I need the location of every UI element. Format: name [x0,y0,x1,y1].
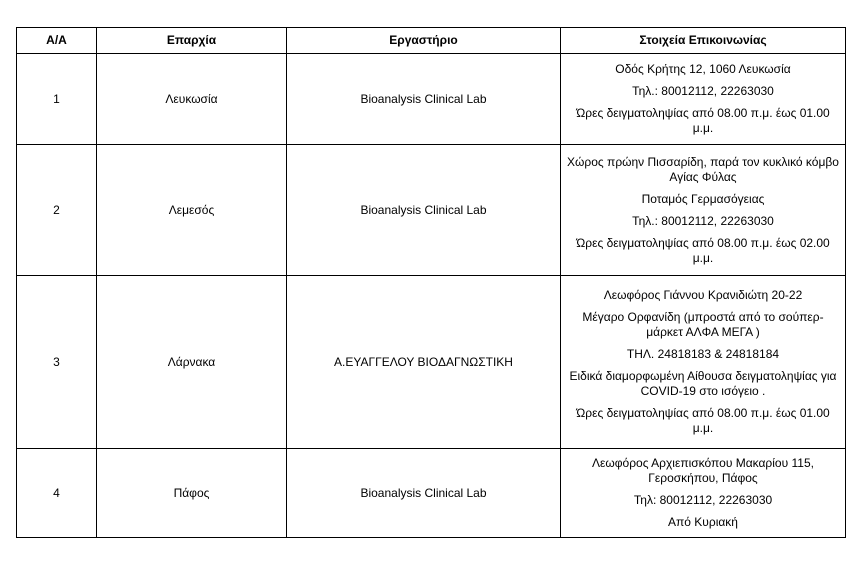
row-contact [561,449,846,538]
contact-line: Λεωφόρος Γιάννου Κρανιδιώτη 20-22 [603,288,803,302]
row-number: 1 [17,54,97,145]
table-row [17,145,846,276]
header-number: Α/Α [17,28,97,54]
row-number: 3 [17,276,97,449]
row-district: Λεμεσός [97,145,287,276]
header-district: Επαρχία [97,28,287,54]
row-contact [561,145,846,276]
table-row [17,54,846,145]
contact-line: Ώρες δειγματοληψίας από 08.00 π.μ. έως 02.00 μ.μ. [576,235,830,265]
contact-line: Τηλ: 80012112, 22263030 [633,493,773,507]
table-header [17,28,846,54]
contact-line: Λεωφόρος Αρχιεπισκόπου Μακαρίου 115, Γεροσκήπου, Πάφος [592,456,814,485]
row-number: 2 [17,145,97,276]
row-district: Λευκωσία [97,54,287,145]
contact-line: Οδός Κρήτης 12, 1060 Λευκωσία [615,62,791,76]
contact-line: Ειδικά διαμορφωμένη Αίθουσα δειγματοληψίας για COVID-19 στο ισόγειο . [569,369,837,398]
table-row [17,449,846,538]
row-number: 4 [17,449,97,538]
contact-line: Ώρες δειγματοληψίας από 08.00 π.μ. έως 01.00 μ.μ. [576,406,830,435]
row-lab: Bioanalysis Clinical Lab [287,449,561,538]
table-body [17,54,846,538]
row-district: Λάρνακα [97,276,287,449]
row-district: Πάφος [97,449,287,538]
row-contact [561,54,846,145]
contact-line: Τηλ.: 80012112, 22263030 [632,213,774,228]
header-lab: Εργαστήριο [287,28,561,54]
table-row [17,276,846,449]
contact-line: Χώρος πρώην Πισσαρίδη, παρά τον κυκλικό κόμβο Αγίας Φύλας [567,154,839,184]
contact-line: Τηλ.: 80012112, 22263030 [632,84,774,98]
contact-line: Από Κυριακή [668,515,738,529]
header-contact: Στοιχεία Επικοινωνίας [561,28,846,54]
contact-line: Μέγαρο Ορφανίδη (μπροστά από το σούπερ-μάρκετ ΑΛΦΑ ΜΕΓΑ ) [582,310,824,339]
row-lab: Bioanalysis Clinical Lab [287,145,561,276]
row-lab: Bioanalysis Clinical Lab [287,54,561,145]
header-row [17,28,846,54]
contact-line: Ώρες δειγματοληψίας από 08.00 π.μ. έως 01.00 μ.μ. [576,106,830,135]
contact-line: Ποταμός Γερμασόγειας [641,191,765,206]
row-lab: Α.ΕΥΑΓΓΕΛΟΥ ΒΙΟΔΑΓΝΩΣΤΙΚΗ [287,276,561,449]
labs-table [16,27,846,538]
row-contact [561,276,846,449]
contact-line: ΤΗΛ. 24818183 & 24818184 [626,347,780,361]
